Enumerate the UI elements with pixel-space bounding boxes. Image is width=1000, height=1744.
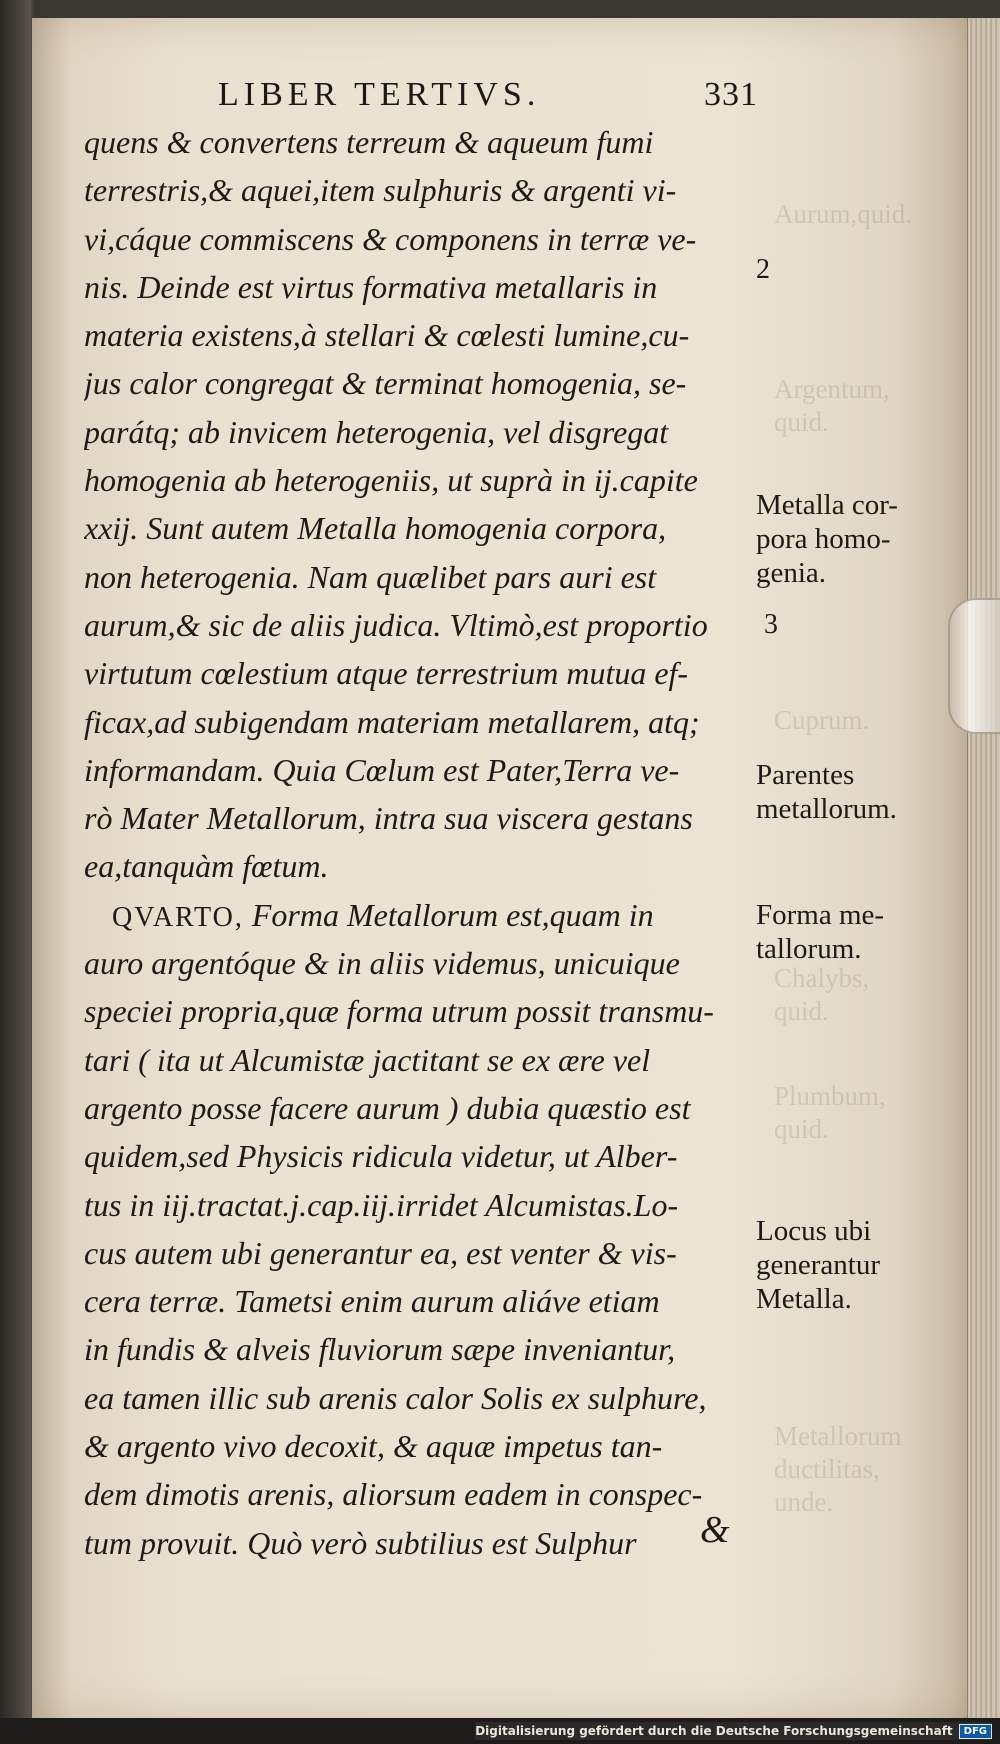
page-edges (967, 18, 1000, 1718)
margin-note-line: Forma me- (756, 899, 885, 931)
margin-note-line: Locus ubi (756, 1215, 872, 1247)
text-line: auro argentóque & in aliis videmus, unicuique (84, 945, 680, 982)
running-title: LIBER TERTIVS. (218, 76, 541, 113)
text-line: virtutum cœlestium atque terrestrium mutua ef- (84, 655, 689, 692)
running-header (218, 76, 778, 120)
margin-note-line: pora homo- (756, 523, 891, 555)
text-line: speciei propria,quæ forma utrum possit transmu- (84, 993, 714, 1030)
margin-note-locus (756, 1214, 880, 1316)
text-line: vi,cáque commiscens & componens in terræ ve- (84, 220, 697, 257)
text-line: cus autem ubi generantur ea, est venter & vis- (84, 1234, 677, 1271)
text-line: tus in iij.tractat.j.cap.iij.irridet Alcumistas.Lo- (84, 1186, 679, 1223)
text-line: & argento vivo decoxit, & aquæ impetus tan- (84, 1428, 663, 1465)
catchword: & (700, 1509, 730, 1551)
text-line: jus calor congregat & terminat homogenia, se- (84, 365, 687, 402)
show-through-text: Chalybs, (774, 963, 870, 993)
text-line: materia existens,à stellari & cœlesti lumine,cu- (84, 317, 690, 354)
footer-strip (0, 1718, 1000, 1744)
text-line: ea,tanquàm fœtum. (84, 848, 329, 885)
margin-note-line: generantur (756, 1249, 880, 1281)
margin-note-line: metallorum. (756, 793, 897, 825)
digitization-credit (475, 1722, 992, 1740)
margin-note-metalla-corpora (756, 488, 898, 590)
show-through-text: quid. (774, 407, 829, 437)
page-number: 331 (704, 76, 758, 113)
show-through-text: Plumbum, (774, 1081, 886, 1111)
show-through-text: unde. (774, 1487, 834, 1517)
main-text-block (84, 118, 764, 1567)
show-through-text: quid. (774, 996, 829, 1026)
text-line: homogenia ab heterogeniis, ut suprà in ij.capite (84, 462, 698, 499)
margin-note-line: Metalla. (756, 1283, 852, 1315)
text-line: terrestris,& aquei,item sulphuris & argenti vi- (84, 172, 677, 209)
text-line: parátq; ab invicem heterogenia, vel disgregat (84, 413, 669, 450)
credit-text: Digitalisierung gefördert durch die Deutsche Forschungsgemeinschaft (475, 1724, 953, 1738)
text-fragment: Forma Metallorum est,quam in (243, 896, 654, 933)
margin-note-line: Metalla cor- (756, 489, 898, 521)
text-line: tum provuit. Quò verò subtilius est Sulphur (84, 1524, 637, 1561)
small-caps-lead: QVARTO, (112, 901, 244, 933)
text-line: xxij. Sunt autem Metalla homogenia corpora, (84, 510, 667, 547)
margin-note-line: Parentes (756, 759, 855, 791)
show-through-text: Metallorum (774, 1421, 902, 1451)
text-line: cera terræ. Tametsi enim aurum aliáve etiam (84, 1283, 660, 1320)
show-through-text: quid. (774, 1114, 829, 1144)
margin-number: 2 (756, 254, 770, 285)
text-line: quens & convertens terreum & aqueum fumi (84, 124, 654, 160)
text-line: nis. Deinde est virtus formativa metallaris in (84, 268, 658, 305)
show-through-text: Aurum,quid. (774, 199, 912, 229)
margin-number: 3 (764, 609, 778, 640)
text-line: quidem,sed Physicis ridicula videtur, ut Alber- (84, 1138, 678, 1175)
book-page (32, 18, 982, 1718)
dfg-logo: DFG (959, 1724, 992, 1739)
text-line: tari ( ita ut Alcumistæ jactitant se ex ære vel (84, 1041, 651, 1078)
text-line: informandam. Quia Cœlum est Pater,Terra ve- (84, 751, 680, 788)
text-line: aurum,& sic de aliis judica. Vltimò,est proportio (84, 606, 708, 643)
margin-note-forma (756, 898, 884, 966)
show-through-text: Argentum, (774, 374, 890, 404)
margin-note-line: tallorum. (756, 933, 862, 965)
text-line: dem dimotis arenis, aliorsum eadem in conspec- (84, 1476, 703, 1513)
text-line: argento posse facere aurum ) dubia quæstio est (84, 1089, 691, 1126)
text-line: ea tamen illic sub arenis calor Solis ex sulphure, (84, 1379, 707, 1416)
margin-note-line: genia. (756, 557, 827, 589)
text-line: rò Mater Metallorum, intra sua viscera gestans (84, 800, 693, 837)
show-through-text: Cuprum. (774, 705, 870, 735)
text-line: non heterogenia. Nam quælibet pars auri est (84, 558, 657, 595)
text-line: in fundis & alveis fluviorum sæpe inveniantur, (84, 1331, 676, 1368)
margin-note-parentes (756, 758, 897, 826)
book-clasp (948, 598, 1000, 734)
text-line: ficax,ad subigendam materiam metallarem, atq; (84, 703, 700, 740)
paragraph-first-line (84, 891, 764, 939)
show-through-text: ductilitas, (774, 1454, 880, 1484)
